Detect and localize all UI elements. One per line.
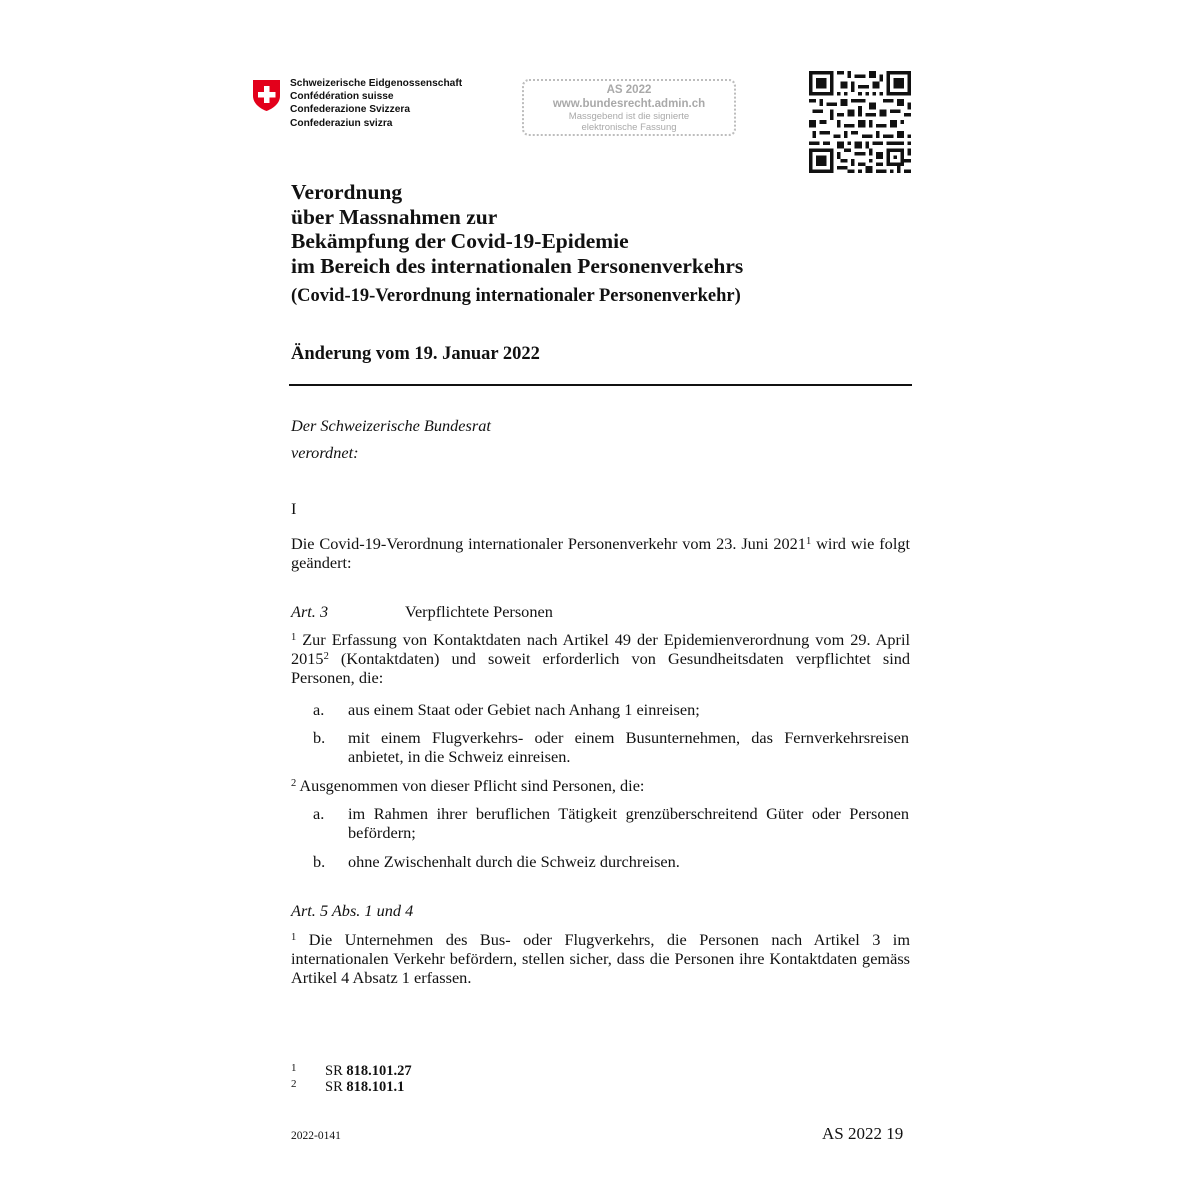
stamp-line-2: www.bundesrecht.admin.ch: [552, 98, 706, 110]
document-number: 2022-0141: [291, 1130, 341, 1142]
title-line-3: Bekämpfung der Covid-19-Epidemie: [291, 229, 629, 253]
official-publication-stamp: [522, 79, 736, 136]
footnote-prefix: SR: [325, 1079, 347, 1095]
footnote-sr-number: 818.101.1: [346, 1079, 405, 1095]
list-item-letter: b.: [313, 852, 326, 871]
article-3-paragraph-1: [291, 630, 910, 687]
title-divider: [289, 384, 912, 386]
footnote-prefix: SR: [325, 1063, 347, 1079]
list-item-text: mit einem Flugverkehrs- oder einem Busunternehmen, das Fernverkehrsreisen anbietet, in die Schweiz einreisen.: [348, 728, 909, 766]
title-line-2: über Massnahmen zur: [291, 204, 498, 229]
issuer: Der Schweizerische Bundesrat: [291, 416, 491, 435]
list-item-text: aus einem Staat oder Gebiet nach Anhang 1 einreisen;: [348, 700, 700, 719]
list-item-text: im Rahmen ihrer beruflichen Tätigkeit grenzüberschreitend Güter oder Personen befördern;: [348, 804, 909, 842]
title-line-4: im Bereich des internationalen Personenverkehrs: [291, 253, 744, 278]
article-3-heading: Verpflichtete Personen: [405, 602, 553, 621]
paragraph-number: 2: [291, 778, 297, 789]
list-item-letter: a.: [313, 804, 325, 823]
official-compilation-ref: AS 2022 19: [822, 1124, 904, 1143]
intro-paragraph: [291, 534, 910, 572]
authority-line-de: Schweizerische Eidgenossenschaft: [290, 78, 463, 89]
footnote-number: 1: [291, 1062, 297, 1074]
authority-line-fr: Confédération suisse: [290, 91, 394, 103]
paragraph-text-end: (Kontaktdaten) und soweit erforderlich von Gesundheitsdaten verpflichtet sind Personen, die:: [291, 649, 910, 687]
list-item-text: ohne Zwischenhalt durch die Schweiz durchreisen.: [348, 852, 680, 871]
footnote-sr-number: 818.101.27: [346, 1063, 412, 1079]
paragraph-text: Die Unternehmen des Bus- oder Flugverkehrs, die Personen nach Artikel 3 im internationalen Verkehr befördern, stellen sicher, dass die Personen ihre Kontaktdaten gemäss Artikel 4 Absatz 1 erfassen.: [291, 930, 910, 987]
stamp-line-4: elektronische Fassung: [581, 122, 677, 133]
title-line-1: Verordnung: [291, 180, 403, 204]
list-item-letter: a.: [313, 700, 325, 719]
footnote-ref-1: 1: [805, 536, 812, 547]
footnote-text: [325, 1079, 404, 1095]
section-number: I: [291, 499, 297, 518]
paragraph-text: Zur Erfassung von Kontaktdaten nach Artikel 49 der Epidemienverordnung vom 29. April 2015: [291, 630, 910, 668]
article-5-paragraph-1: [291, 930, 910, 987]
article-5-ref: Art. 5 Abs. 1 und 4: [291, 901, 414, 920]
footnote-number: 2: [291, 1078, 297, 1090]
ordinance-title: [291, 180, 911, 308]
paragraph-text: Ausgenommen von dieser Pflicht sind Personen, die:: [296, 776, 645, 795]
federal-logo: [252, 77, 482, 137]
authority-line-rm: Confederaziun svizra: [290, 117, 393, 129]
decrees: verordnet:: [291, 443, 359, 462]
list-item-letter: b.: [313, 728, 326, 747]
short-title: (Covid-19-Verordnung internationaler Personenverkehr): [291, 286, 741, 306]
authority-line-it: Confederazione Svizzera: [290, 104, 411, 116]
stamp-line-3: Massgebend ist die signierte: [568, 111, 690, 122]
footnote-ref-2: 2: [323, 651, 329, 662]
stamp-line-1: AS 2022: [606, 84, 652, 96]
footnote-text: [325, 1063, 412, 1079]
paragraph-number: 1: [291, 932, 297, 943]
amendment-date: Änderung vom 19. Januar 2022: [291, 344, 540, 364]
article-3-paragraph-2: [291, 776, 910, 795]
authority-names: [290, 77, 462, 130]
paragraph-number: 1: [291, 632, 297, 643]
intro-text-end: wird wie folgt geändert:: [291, 534, 911, 572]
article-3-ref: Art. 3: [291, 602, 329, 621]
intro-text: Die Covid-19-Verordnung internationaler Personenverkehr vom 23. Juni 2021: [291, 534, 806, 553]
swiss-coat-of-arms-icon: [252, 79, 281, 112]
qr-code-icon: [809, 71, 911, 173]
